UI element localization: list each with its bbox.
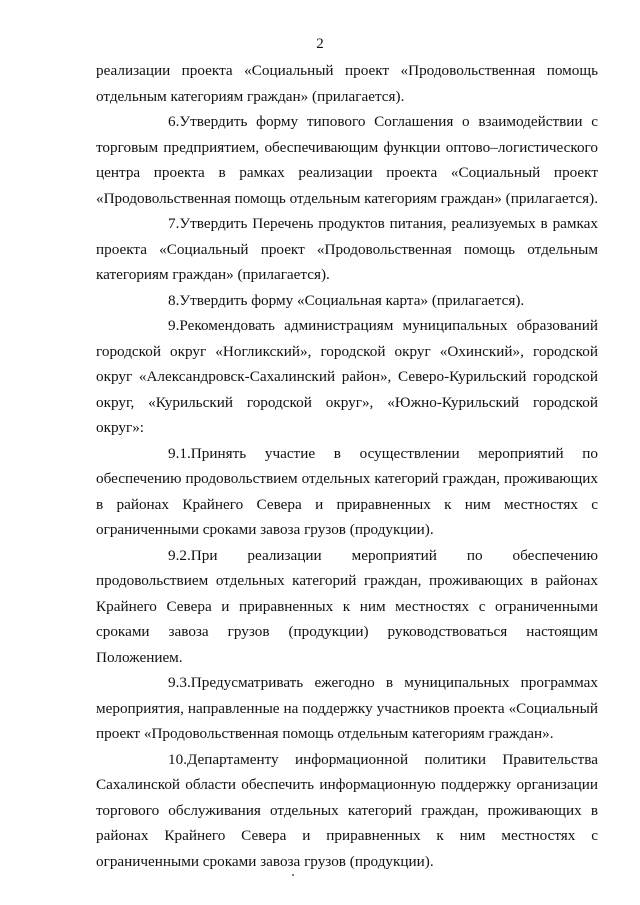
- paragraph-text: реализации проекта «Социальный проект «Продовольственная помощь отдельным категориям граждан» (прилагается).: [96, 62, 598, 105]
- paragraph-number: 8.: [168, 291, 180, 309]
- paragraph-text: Департаменту информационной политики Правительства Сахалинской области обеспечить информационную поддержку организации торгового обслуживания отдельных категорий граждан, проживающих в районах Крайнего Севера и приравненных к ним местностях с ограниченными сроками завоза грузов (продукции).: [96, 750, 598, 870]
- scan-speck: [292, 874, 294, 876]
- paragraph-6: [96, 109, 598, 211]
- paragraph-continuation: [96, 58, 598, 109]
- paragraph-text: Принять участие в осуществлении мероприятий по обеспечению продовольствием отдельных категорий граждан, проживающих в районах Крайнего Севера и приравненных к ним местностях с ограниченными сроками завоза грузов (продукции).: [96, 444, 598, 538]
- paragraph-9-3: [96, 670, 598, 747]
- paragraph-number: 9.3.: [168, 674, 191, 691]
- paragraph-text: Предусматривать ежегодно в муниципальных программах мероприятия, направленные на поддержку участников проекта «Социальный проект «Продовольственная помощь отдельным категориям граждан».: [96, 674, 598, 742]
- paragraph-8: [96, 288, 598, 314]
- paragraph-9: [96, 313, 598, 441]
- paragraph-number: 9.2.: [168, 546, 191, 564]
- document-body: [96, 58, 598, 874]
- paragraph-text: Утвердить форму «Социальная карта» (прилагается).: [179, 291, 525, 309]
- paragraph-number: 9.1.: [168, 444, 191, 462]
- paragraph-text: Утвердить форму типового Соглашения о взаимодействии с торговым предприятием, обеспечивающим функции оптово–логистического центра проекта в рамках реализации проекта «Социальный проект «Продовольственная помощь отдельным категориям граждан» (прилагается).: [96, 113, 598, 207]
- paragraph-number: 9.: [168, 317, 180, 334]
- paragraph-text: Утвердить Перечень продуктов питания, реализуемых в рамках проекта «Социальный проект «Продовольственная помощь отдельным категориям граждан» (прилагается).: [96, 215, 598, 283]
- paragraph-number: 6.: [168, 113, 180, 130]
- paragraph-text: Рекомендовать администрациям муниципальных образований городской округ «Ногликский», городской округ «Охинский», городской округ «Александровск-Сахалинский район», Северо-Курильский городской округ, «Курильский городской округ», «Южно-Курильский городской округ»:: [96, 317, 598, 436]
- paragraph-text: При реализации мероприятий по обеспечению продовольствием отдельных категорий граждан, проживающих в районах Крайнего Севера и приравненных к ним местностях с ограниченными сроками завоза грузов (продукции) руководствоваться настоящим Положением.: [96, 546, 598, 666]
- paragraph-10: [96, 747, 598, 875]
- paragraph-9-1: [96, 441, 598, 543]
- paragraph-number: 7.: [168, 215, 180, 232]
- paragraph-number: 10.: [168, 750, 187, 768]
- page-number: 2: [316, 36, 324, 52]
- paragraph-7: [96, 211, 598, 288]
- paragraph-9-2: [96, 543, 598, 671]
